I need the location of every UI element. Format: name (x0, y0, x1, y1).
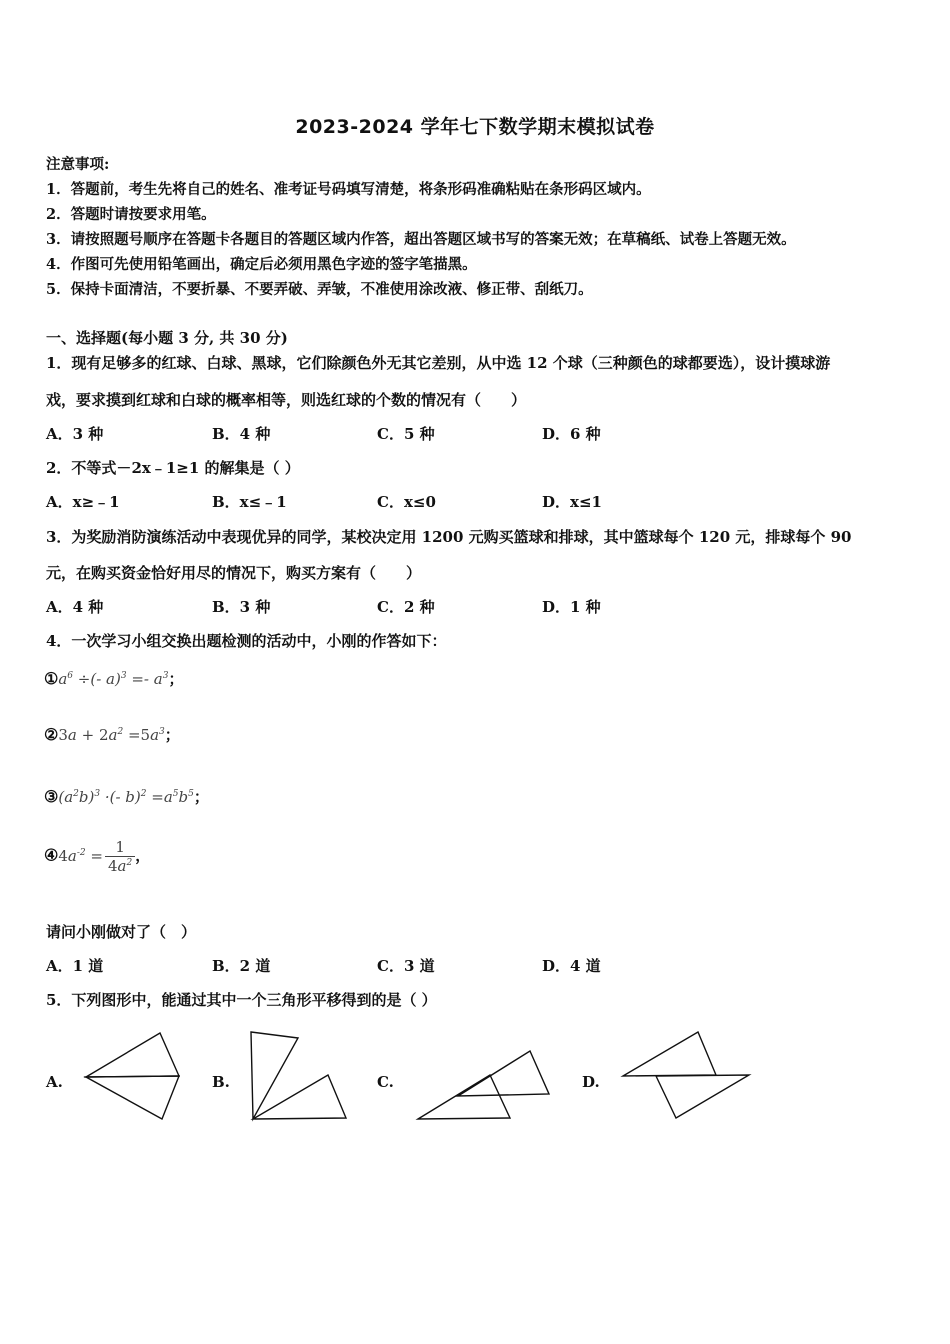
q5-figure-d-triangle-2 (656, 1075, 749, 1118)
q4-expression-1: $a^6$ ÷(- $a)^3 =- a^3$ (58, 670, 169, 688)
q4-options (46, 955, 846, 977)
q5-label-a[interactable]: A. (46, 1073, 63, 1091)
q1-options (46, 423, 846, 445)
q2-option-d[interactable]: D．x≤1 (542, 493, 602, 511)
q4-expression-3: $(a^2b)^3$ ·(- $b)^2 =a^5b^5$ (58, 788, 194, 806)
q2-option-a[interactable]: A．x≥﹣1 (46, 493, 120, 511)
q4-option-a[interactable]: A．1 道 (46, 957, 104, 975)
notice-item: 2．答题时请按要求用笔。 (46, 206, 216, 223)
q1-option-c[interactable]: C．5 种 (377, 425, 435, 443)
q5-label-b[interactable]: B. (212, 1073, 230, 1091)
q3-option-a[interactable]: A．4 种 (46, 598, 104, 616)
q4-mark-1: ① (44, 669, 59, 688)
q5-figure-b-triangle-2 (253, 1075, 346, 1119)
notice-item: 3．请按照题号顺序在答题卡各题目的答题区域内作答，超出答题区域书写的答案无效；在草稿纸、试卷上答题无效。 (46, 231, 796, 248)
q4-formula-4 (44, 838, 150, 875)
q4-option-c[interactable]: C．3 道 (377, 957, 435, 975)
q4-end-1: ； (168, 670, 184, 688)
section-heading: 一、选择题(每小题 3 分, 共 30 分) (46, 329, 288, 347)
q4-formula-1 (44, 668, 183, 689)
q3-options (46, 596, 846, 618)
q5-figure-c-triangle-2 (418, 1075, 510, 1119)
q4-mark-2: ② (44, 725, 59, 744)
notice-item: 4．作图可先使用铅笔画出，确定后必须用黑色字迹的签字笔描黑。 (46, 256, 477, 273)
q4-end-2: ； (164, 726, 180, 744)
q4-end-4: ， (135, 846, 151, 865)
notice-item: 5．保持卡面清洁，不要折暴、不要弄破、弄皱，不准使用涂改液、修正带、刮纸刀。 (46, 281, 593, 298)
q1-text-line2: 戏，要求摸到红球和白球的概率相等，则选红球的个数的情况有（ ） (46, 391, 527, 409)
q4-end-3: ； (193, 788, 209, 806)
q4-mark-4: ④ (44, 845, 59, 865)
q4-mark-3: ③ (44, 787, 59, 806)
q5-figure-d-triangle-1 (623, 1032, 716, 1076)
q4-option-d[interactable]: D．4 道 (542, 957, 601, 975)
q5-figure-a-triangle-2 (86, 1076, 179, 1119)
q4-text: 4．一次学习小组交换出题检测的活动中，小刚的作答如下： (46, 632, 447, 650)
q5-label-c[interactable]: C. (377, 1073, 394, 1091)
q3-option-b[interactable]: B．3 种 (212, 598, 271, 616)
q5-label-d[interactable]: D. (582, 1073, 600, 1091)
q5-figures (0, 1020, 950, 1130)
q1-option-a[interactable]: A．3 种 (46, 425, 104, 443)
q2-options (46, 491, 846, 513)
q5-text: 5．下列图形中，能通过其中一个三角形平移得到的是（ ） (46, 991, 437, 1009)
notice-heading: 注意事项: (46, 156, 110, 173)
q3-option-c[interactable]: C．2 种 (377, 598, 435, 616)
q4-option-b[interactable]: B．2 道 (212, 957, 271, 975)
q5-figure-c-triangle-1 (458, 1051, 549, 1096)
q2-option-c[interactable]: C．x≤0 (377, 493, 436, 511)
q4-expression-4: $4a^{-2}$ = $\frac{1}{4a^2}$ (58, 847, 135, 865)
notice-item: 1．答题前，考生先将自己的姓名、准考证号码填写清楚，将条形码准确粘贴在条形码区域内。 (46, 181, 651, 198)
q4-formula-3 (44, 786, 209, 807)
q4-ask: 请问小刚做对了（ ） (46, 923, 197, 941)
q3-option-d[interactable]: D．1 种 (542, 598, 601, 616)
q5-figure-a-triangle-1 (86, 1033, 179, 1077)
q4-formula-2 (44, 724, 180, 745)
q4-expression-2: $3a + 2a^2 =5a^3$ (58, 726, 165, 744)
q3-text-line2: 元，在购买资金恰好用尽的情况下，购买方案有（ ） (46, 564, 422, 582)
q1-text-line1: 1．现有足够多的红球、白球、黑球，它们除颜色外无其它差别，从中选 12 个球（三种颜色的球都要选），设计摸球游 (46, 354, 831, 372)
page-title: 2023-2024 学年七下数学期末模拟试卷 (295, 116, 655, 138)
q1-option-b[interactable]: B．4 种 (212, 425, 271, 443)
q3-text-line1: 3．为奖励消防演练活动中表现优异的同学，某校决定用 1200 元购买篮球和排球，其中篮球每个 120 元，排球每个 90 (46, 528, 852, 546)
notice-section (46, 152, 926, 302)
q2-text: 2．不等式－2x﹣1≥1 的解集是（ ） (46, 459, 300, 477)
q2-option-b[interactable]: B．x≤﹣1 (212, 493, 287, 511)
q1-option-d[interactable]: D．6 种 (542, 425, 601, 443)
